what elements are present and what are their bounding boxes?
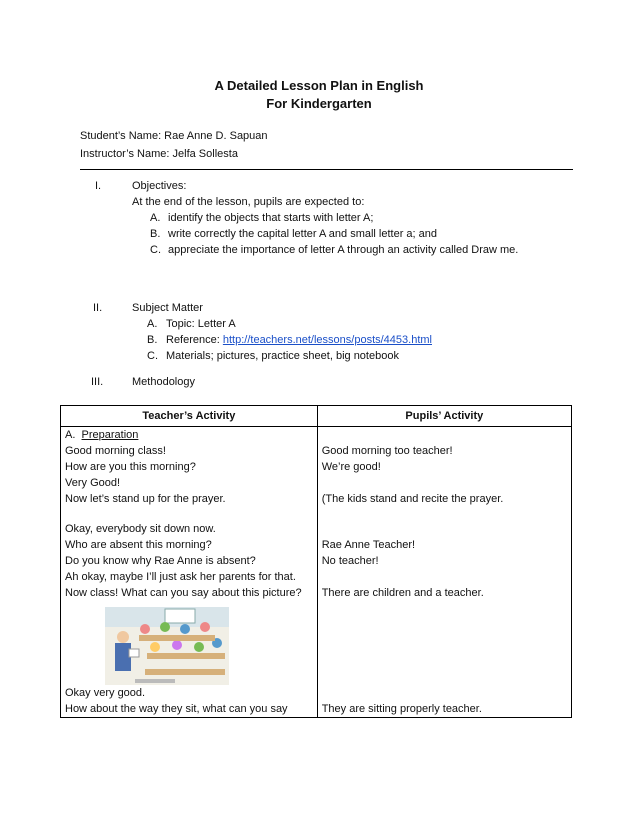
teacher-cell: Do you know why Rae Anne is absent? [61, 553, 318, 569]
document-title: A Detailed Lesson Plan in English [214, 78, 424, 93]
table-row [61, 569, 572, 585]
pupils-cell: Rae Anne Teacher! [317, 537, 571, 553]
table-header-row [61, 406, 572, 427]
preparation-text: Preparation [81, 429, 139, 441]
materials-letter: C. [147, 350, 158, 362]
objective-item: write correctly the capital letter A and small letter a; and [168, 228, 438, 240]
table-cell [317, 427, 571, 444]
objectives-numeral: I. [95, 180, 102, 192]
teacher-cell: Good morning class! [61, 443, 318, 459]
table-row [61, 553, 572, 569]
preparation-letter: A. [65, 429, 76, 441]
pupils-cell: There are children and a teacher. [317, 585, 571, 685]
teacher-cell: Okay very good. [61, 685, 318, 701]
pupils-activity-header: Pupils’ Activity [317, 406, 571, 427]
pupils-cell [317, 507, 571, 521]
table-row [61, 507, 572, 521]
table-row [61, 521, 572, 537]
teacher-activity-header: Teacher’s Activity [61, 406, 318, 427]
topic-text: Topic: Letter A [166, 318, 236, 330]
reference-letter: B. [147, 334, 158, 346]
methodology-numeral: III. [91, 376, 104, 388]
pupils-cell: Good morning too teacher! [317, 443, 571, 459]
objectives-intro: At the end of the lesson, pupils are expected to: [132, 196, 365, 208]
teacher-cell [61, 507, 318, 521]
teacher-cell [61, 585, 318, 685]
document-subtitle: For Kindergarten [266, 96, 372, 111]
table-row [61, 443, 572, 459]
activity-table [60, 405, 572, 718]
objective-letter: C. [150, 244, 161, 256]
teacher-cell: How about the way they sit, what can you say [61, 701, 318, 718]
teacher-cell: Okay, everybody sit down now. [61, 521, 318, 537]
table-row [61, 491, 572, 507]
table-row [61, 475, 572, 491]
teacher-cell: Who are absent this morning? [61, 537, 318, 553]
table-row [61, 537, 572, 553]
preparation-row [61, 427, 572, 444]
pupils-cell [317, 521, 571, 537]
pupils-cell: We’re good! [317, 459, 571, 475]
methodology-heading: Methodology [132, 376, 195, 388]
pupils-cell: No teacher! [317, 553, 571, 569]
teacher-cell: Now let’s stand up for the prayer. [61, 491, 318, 507]
preparation-label [61, 427, 318, 444]
teacher-cell: Very Good! [61, 475, 318, 491]
teacher-cell: Ah okay, maybe I’ll just ask her parents for that. [61, 569, 318, 585]
topic-letter: A. [147, 318, 158, 330]
instructor-name: Instructor’s Name: Jelfa Sollesta [80, 148, 238, 160]
picture-question: Now class! What can you say about this picture? [65, 587, 302, 599]
classroom-picture [105, 607, 229, 685]
subject-matter-numeral: II. [93, 302, 103, 314]
teacher-cell: How are you this morning? [61, 459, 318, 475]
objective-item: appreciate the importance of letter A through an activity called Draw me. [168, 244, 519, 256]
objectives-heading: Objectives: [132, 180, 187, 192]
pupils-cell [317, 569, 571, 585]
header-divider [80, 169, 573, 170]
materials-text: Materials; pictures, practice sheet, big notebook [166, 350, 399, 362]
subject-matter-heading: Subject Matter [132, 302, 203, 314]
objective-letter: B. [150, 228, 161, 240]
pupils-cell: (The kids stand and recite the prayer. [317, 491, 571, 507]
student-name: Student’s Name: Rae Anne D. Sapuan [80, 130, 268, 142]
objective-letter: A. [150, 212, 161, 224]
pupils-cell [317, 685, 571, 701]
table-row [61, 459, 572, 475]
reference-link[interactable]: http://teachers.net/lessons/posts/4453.html [222, 334, 432, 346]
table-row [61, 685, 572, 701]
pupils-cell: They are sitting properly teacher. [317, 701, 571, 718]
reference-line [166, 334, 432, 346]
reference-label: Reference: [166, 334, 223, 346]
table-row [61, 585, 572, 685]
objective-item: identify the objects that starts with letter A; [168, 212, 374, 224]
table-row [61, 701, 572, 718]
pupils-cell [317, 475, 571, 491]
